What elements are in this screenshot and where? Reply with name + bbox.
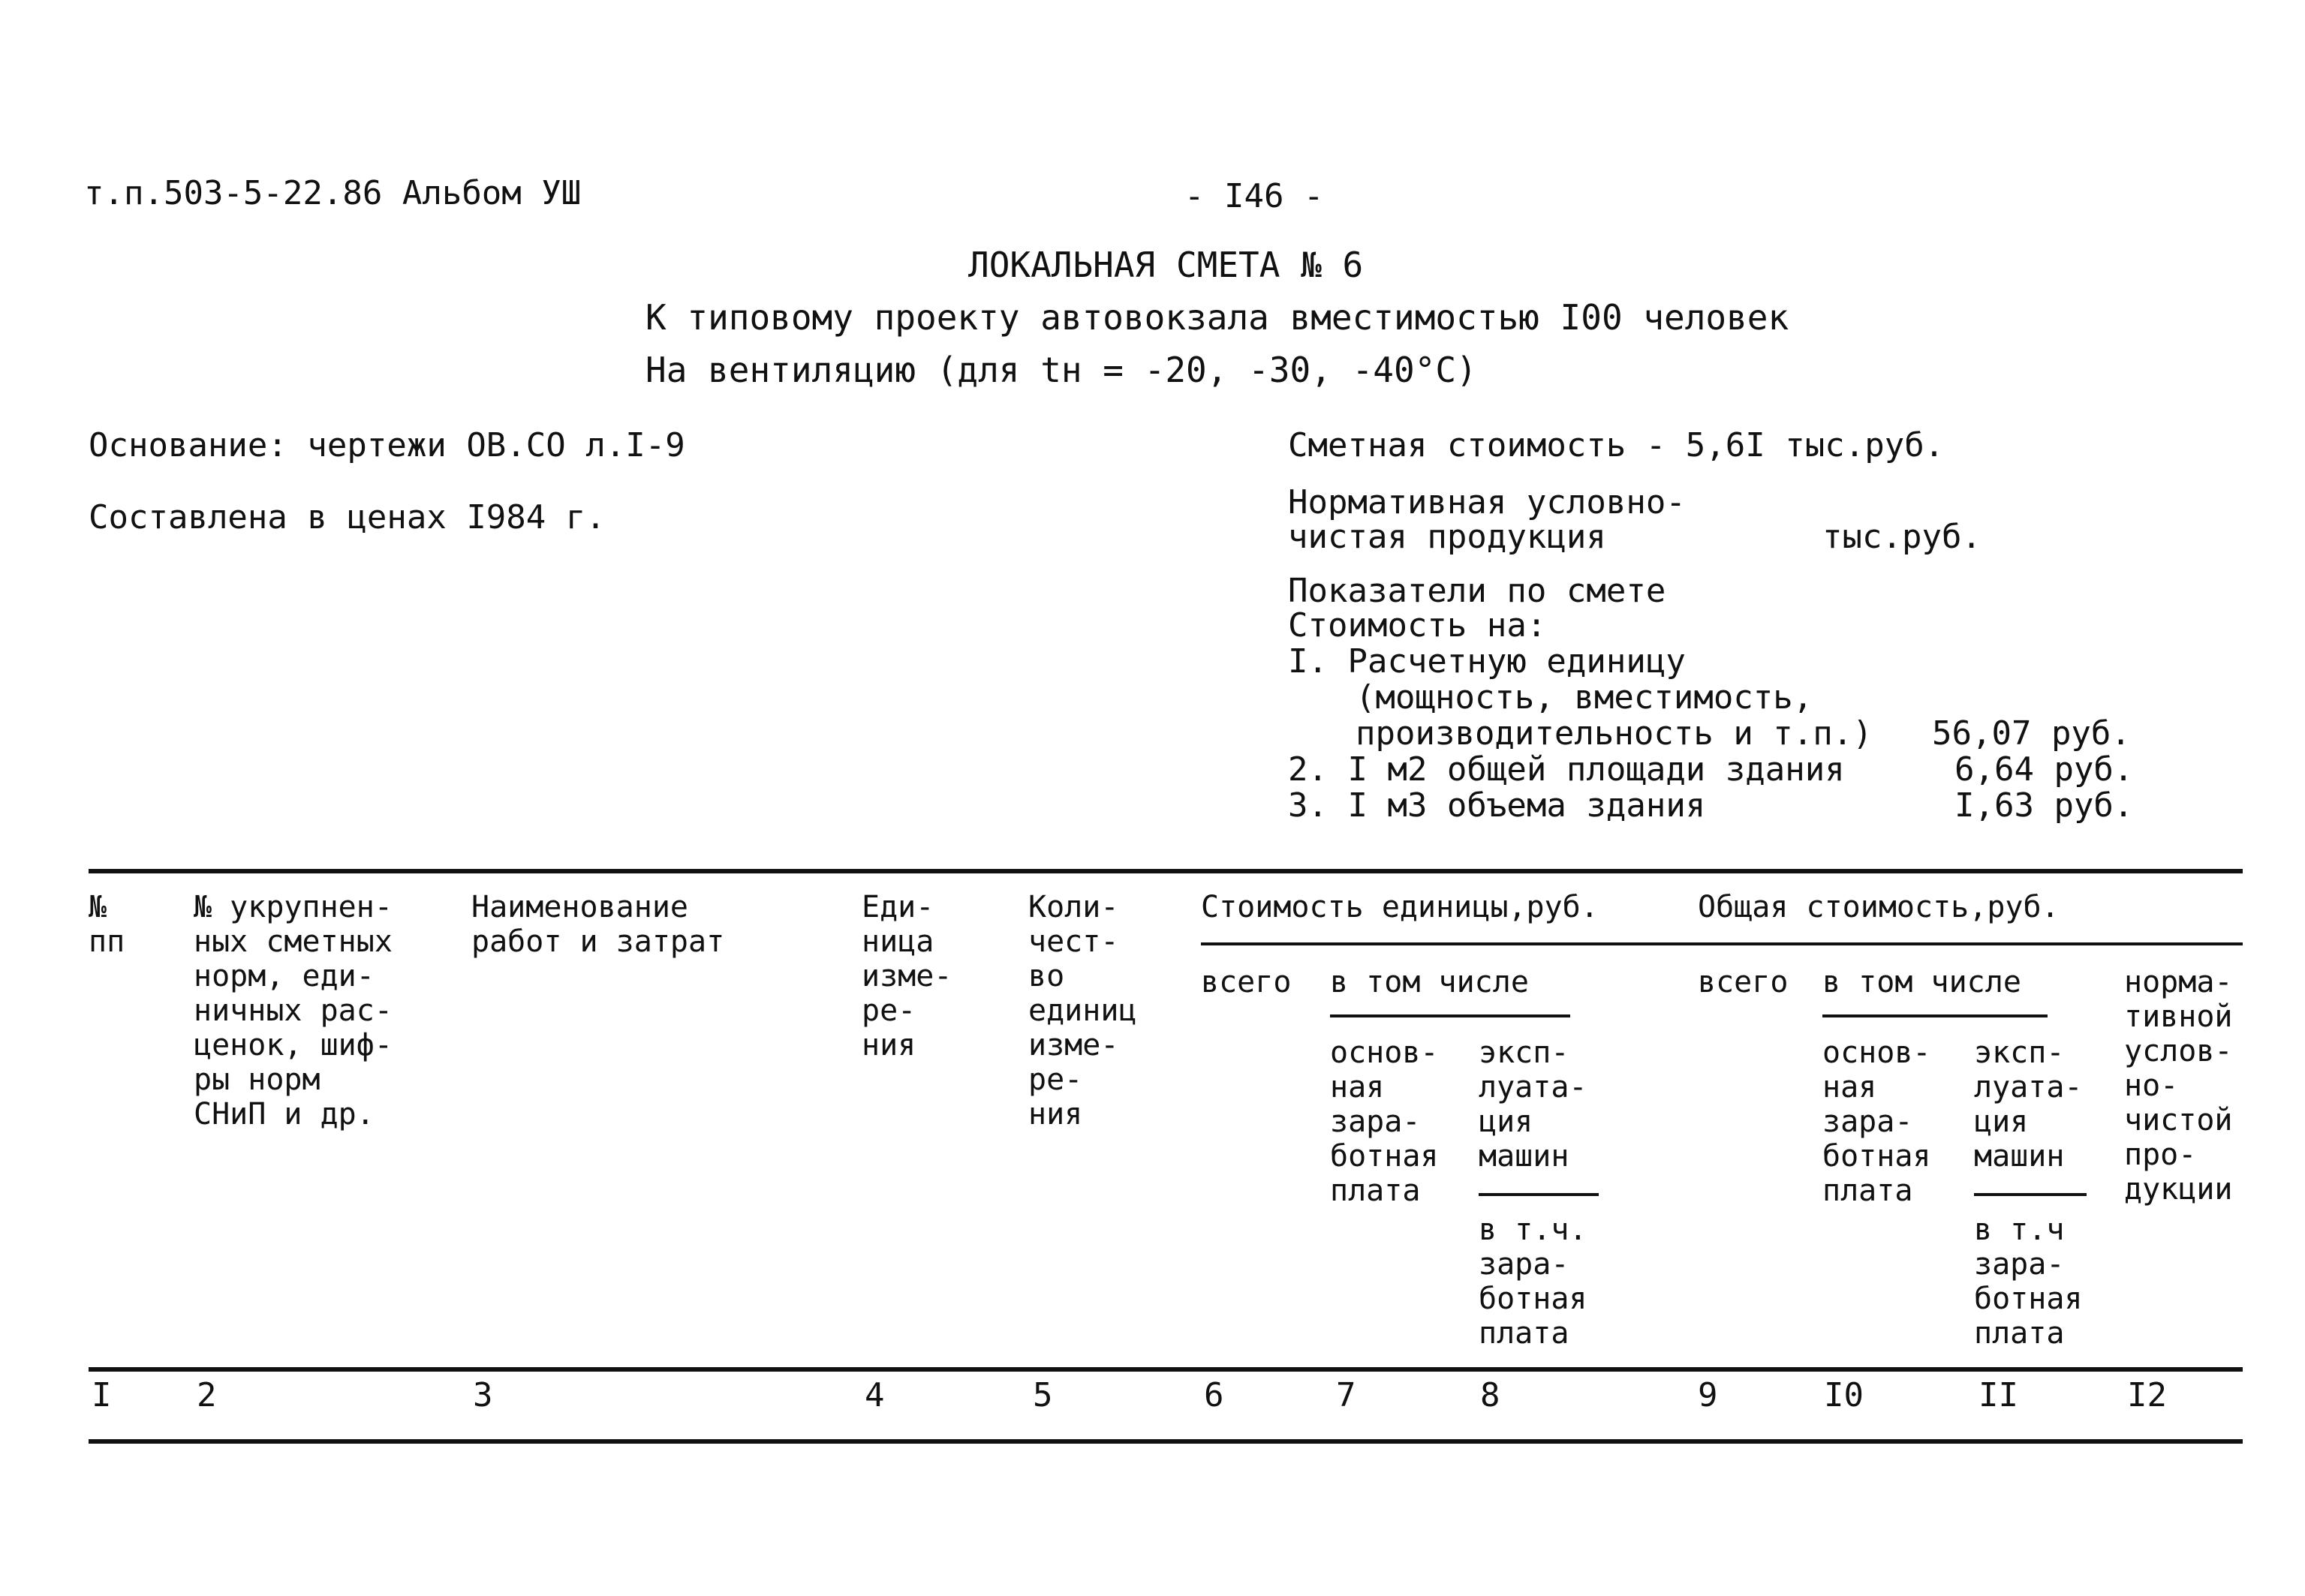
unit-total-label: всего bbox=[1201, 965, 1292, 999]
indicator-item3-label: 3. I м3 объема здания bbox=[1288, 786, 1706, 825]
table-top-rule bbox=[89, 869, 2243, 873]
column-number: 6 bbox=[1204, 1376, 1224, 1414]
indicator-item1-line1: I. Расчетную единицу bbox=[1288, 642, 1686, 681]
column-number: II bbox=[1979, 1376, 2018, 1414]
cost-group-rule bbox=[1201, 942, 2243, 945]
unit-machine-rule bbox=[1479, 1193, 1599, 1196]
estimate-title: ЛОКАЛЬНАЯ СМЕТА № 6 bbox=[968, 245, 1364, 285]
column-number: I0 bbox=[1824, 1376, 1864, 1414]
total-including-rule bbox=[1822, 1014, 2048, 1017]
estimate-subtitle-ventilation: На вентиляцию (для tн = -20, -30, -40°С) bbox=[645, 350, 1477, 390]
unit-including-label: в том числе bbox=[1330, 965, 1529, 999]
indicator-item1-line2: (мощность, вместимость, bbox=[1356, 678, 1813, 717]
basis-text: Основание: чертежи ОВ.СО л.I-9 bbox=[89, 426, 685, 464]
normative-product-line1: Нормативная условно- bbox=[1288, 483, 1686, 521]
indicator-item1-value: 56,07 руб. bbox=[1932, 714, 2131, 753]
indicator-item1-line3: производительность и т.п.) bbox=[1356, 714, 1873, 753]
total-machine-ops: эксп- луата- ция машин bbox=[1974, 1035, 2083, 1174]
estimate-subtitle-project: К типовому проекту автовокзала вместимостью I00 человек bbox=[645, 297, 1789, 338]
indicators-title: Показатели по смете bbox=[1288, 572, 1666, 610]
header-bottom-rule bbox=[89, 1367, 2243, 1372]
column-number: I bbox=[92, 1376, 112, 1414]
table-bottom-rule bbox=[89, 1439, 2243, 1444]
page-number: - I46 - bbox=[1184, 177, 1324, 215]
estimated-cost: Сметная стоимость - 5,6I тыс.руб. bbox=[1288, 426, 1945, 464]
column-number: 9 bbox=[1698, 1376, 1718, 1414]
column-number: 5 bbox=[1033, 1376, 1053, 1414]
column-number: I2 bbox=[2127, 1376, 2167, 1414]
col-header-quantity: Коли- чест- во единиц изме- ре- ния bbox=[1028, 890, 1137, 1132]
price-year-text: Составлена в ценах I984 г. bbox=[89, 498, 606, 537]
column-number: 7 bbox=[1336, 1376, 1356, 1414]
total-machine-wage: в т.ч зара- ботная плата bbox=[1974, 1213, 2083, 1351]
cost-on-label: Стоимость на: bbox=[1288, 606, 1547, 645]
column-number: 4 bbox=[865, 1376, 885, 1414]
column-number: 8 bbox=[1480, 1376, 1500, 1414]
unit-machine-ops: эксп- луата- ция машин bbox=[1479, 1035, 1587, 1174]
col-header-number: № пп bbox=[89, 890, 125, 959]
col-header-unit: Еди- ница изме- ре- ния bbox=[862, 890, 952, 1062]
unit-including-rule bbox=[1330, 1014, 1570, 1017]
indicator-item2-value: 6,64 руб. bbox=[1954, 750, 2134, 789]
unit-machine-wage: в т.ч. зара- ботная плата bbox=[1479, 1213, 1587, 1351]
col-header-norm-codes: № укрупнен- ных сметных норм, еди- ничных рас- ценок, шиф- ры норм СНиП и др. bbox=[194, 890, 393, 1132]
normative-product-label: чистая продукция bbox=[1288, 518, 1606, 556]
column-number: 2 bbox=[197, 1376, 217, 1414]
total-base-wage: основ- ная зара- ботная плата bbox=[1822, 1035, 1931, 1208]
column-number: 3 bbox=[473, 1376, 493, 1414]
col-header-unit-cost: Стоимость единицы,руб. bbox=[1201, 890, 1599, 924]
indicator-item3-value: I,63 руб. bbox=[1954, 786, 2134, 825]
total-including-label: в том числе bbox=[1822, 965, 2021, 999]
normative-product-unit: тыс.руб. bbox=[1822, 518, 1982, 556]
album-reference: т.п.503-5-22.86 Альбом УШ bbox=[84, 174, 582, 212]
col-header-work-name: Наименование работ и затрат bbox=[471, 890, 725, 959]
total-total-label: всего bbox=[1698, 965, 1789, 999]
col-header-total-cost: Общая стоимость,руб. bbox=[1698, 890, 2060, 924]
unit-base-wage: основ- ная зара- ботная плата bbox=[1330, 1035, 1439, 1208]
col-header-normative: норма- тивной услов- но- чистой про- дукции bbox=[2124, 965, 2233, 1207]
total-machine-rule bbox=[1974, 1193, 2087, 1196]
indicator-item2-label: 2. I м2 общей площади здания bbox=[1288, 750, 1845, 789]
